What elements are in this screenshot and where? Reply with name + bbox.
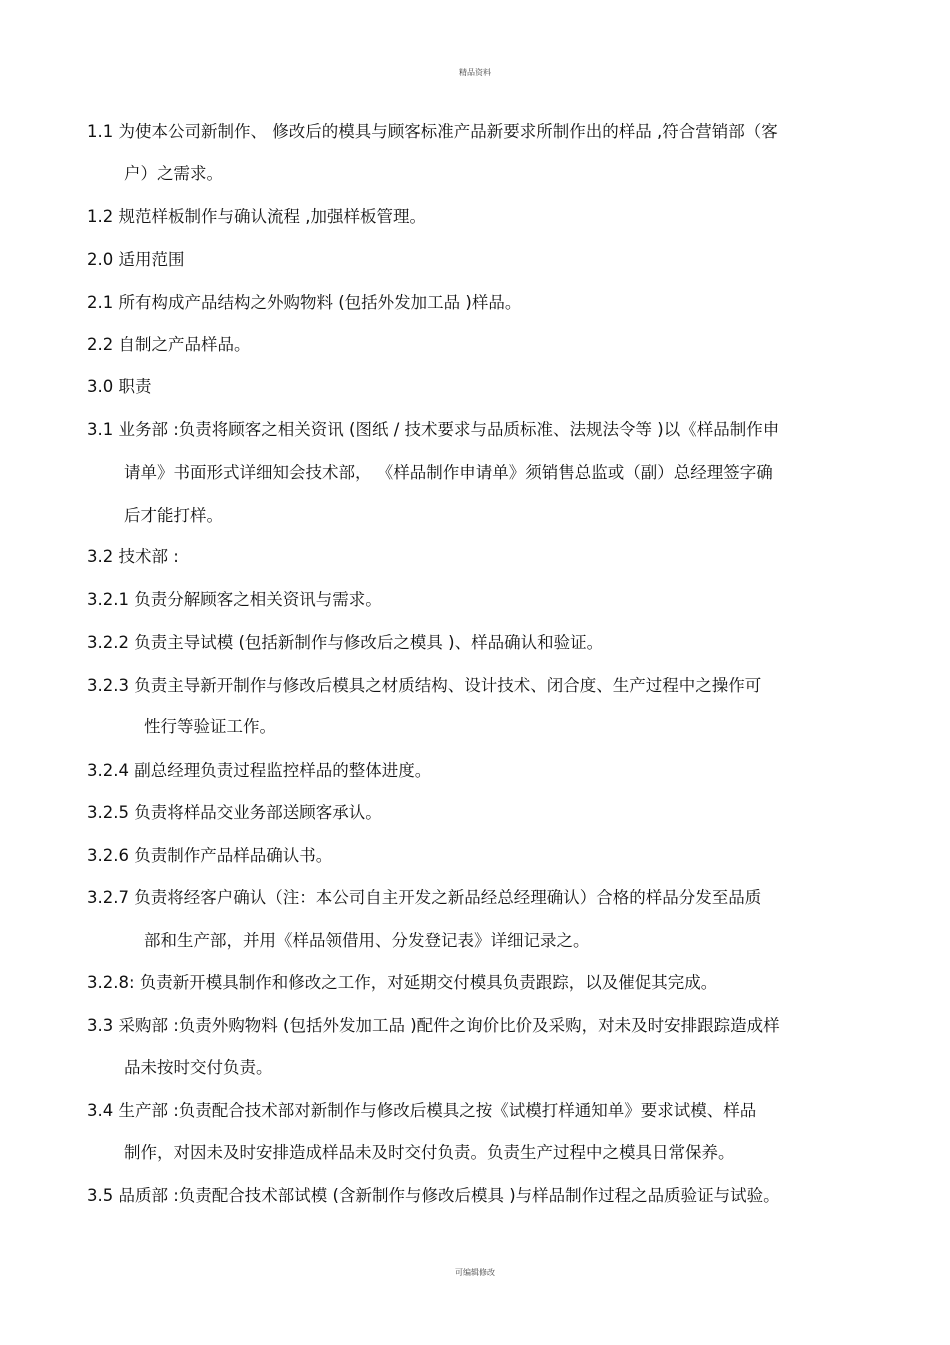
- text-line: 3.2.6 负责制作产品样品确认书。: [87, 846, 333, 865]
- text-line: 请单》书面形式详细知会技术部， 《样品制作申请单》须销售总监或（副）总经理签字确: [124, 463, 773, 482]
- text-line: 3.2 技术部 :: [87, 547, 179, 566]
- text-line: 3.4 生产部 :负责配合技术部对新制作与修改后模具之按《试模打样通知单》要求试模、样品: [87, 1101, 757, 1120]
- text-line: 3.1 业务部 :负责将顾客之相关资讯 (图纸 / 技术要求与品质标准、法规法令等 )以《样品制作申: [87, 420, 780, 439]
- text-line: 制作，对因未及时安排造成样品未及时交付负责。负责生产过程中之模具日常保养。: [124, 1143, 735, 1162]
- text-line: 性行等验证工作。: [144, 717, 276, 736]
- text-line: 部和生产部，并用《样品领借用、分发登记表》详细记录之。: [144, 931, 590, 950]
- text-line: 品未按时交付负责。: [124, 1058, 273, 1077]
- text-line: 1.1 为使本公司新制作、 修改后的模具与顾客标准产品新要求所制作出的样品 ,符合营销部（客: [87, 122, 778, 141]
- page-header: 精品资料: [459, 68, 491, 77]
- page-footer: 可编辑修改: [455, 1268, 495, 1277]
- text-line: 3.2.5 负责将样品交业务部送顾客承认。: [87, 803, 382, 822]
- text-line: 3.2.1 负责分解顾客之相关资讯与需求。: [87, 590, 382, 609]
- text-line: 3.2.4 副总经理负责过程监控样品的整体进度。: [87, 761, 432, 780]
- text-line: 户）之需求。: [124, 164, 223, 183]
- text-line: 2.2 自制之产品样品。: [87, 335, 251, 354]
- text-line: 后才能打样。: [124, 506, 223, 525]
- text-line: 1.2 规范样板制作与确认流程 ,加强样板管理。: [87, 207, 426, 226]
- text-line: 3.2.3 负责主导新开制作与修改后模具之材质结构、设计技术、闭合度、生产过程中之操作可: [87, 676, 762, 695]
- text-line: 3.2.7 负责将经客户确认（注：本公司自主开发之新品经总经理确认）合格的样品分发至品质: [87, 888, 762, 907]
- text-line: 3.0 职责: [87, 377, 152, 396]
- text-line: 3.3 采购部 :负责外购物料 (包括外发加工品 )配件之询价比价及采购，对未及时安排跟踪造成样: [87, 1016, 780, 1035]
- text-line: 3.2.8: 负责新开模具制作和修改之工作，对延期交付模具负责跟踪，以及催促其完成。: [87, 973, 718, 992]
- text-line: 3.2.2 负责主导试模 (包括新制作与修改后之模具 )、样品确认和验证。: [87, 633, 604, 652]
- text-line: 3.5 品质部 :负责配合技术部试模 (含新制作与修改后模具 )与样品制作过程之品质验证与试验。: [87, 1186, 780, 1205]
- text-line: 2.1 所有构成产品结构之外购物料 (包括外发加工品 )样品。: [87, 293, 522, 312]
- text-line: 2.0 适用范围: [87, 250, 185, 269]
